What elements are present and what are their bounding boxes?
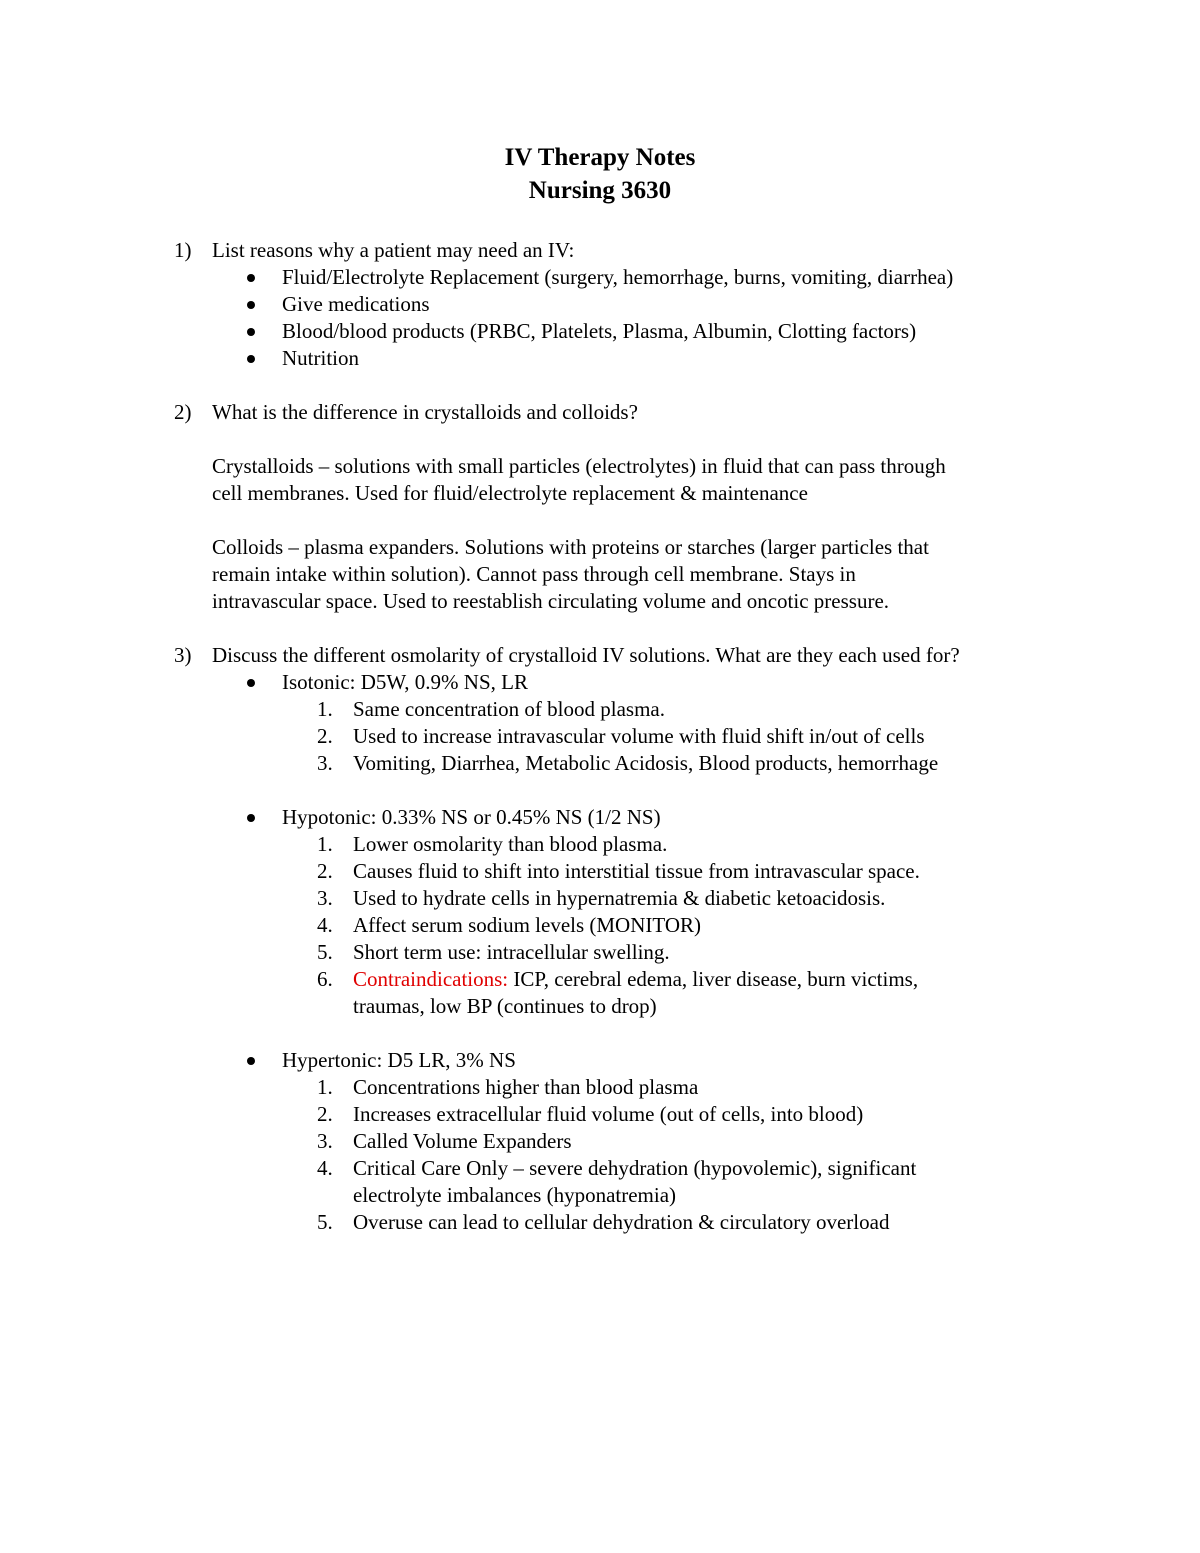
contraindications-label: Contraindications: — [353, 967, 509, 991]
item-number: 2. — [317, 1102, 333, 1126]
list-item: Critical Care Only – severe dehydration (hypovolemic), significant — [353, 1156, 917, 1180]
colloids-paragraph-line: intravascular space. Used to reestablish circulating volume and oncotic pressure. — [212, 589, 890, 613]
item-number: 1. — [317, 832, 333, 856]
colloids-paragraph-line: remain intake within solution). Cannot pass through cell membrane. Stays in — [212, 562, 856, 586]
question-text: What is the difference in crystalloids and colloids? — [212, 400, 638, 424]
list-item: Causes fluid to shift into interstitial tissue from intravascular space. — [353, 859, 920, 883]
list-item: Blood/blood products (PRBC, Platelets, Plasma, Albumin, Clotting factors) — [282, 319, 917, 343]
item-number: 4. — [317, 1156, 333, 1180]
item-number: 4. — [317, 913, 333, 937]
document-title: IV Therapy Notes — [504, 144, 696, 171]
contraindications-item — [353, 966, 918, 993]
list-item: Vomiting, Diarrhea, Metabolic Acidosis, Blood products, hemorrhage — [353, 751, 939, 775]
list-item: Used to hydrate cells in hypernatremia & diabetic ketoacidosis. — [353, 886, 886, 910]
bullet-icon — [247, 355, 255, 363]
hypertonic-heading: Hypertonic: D5 LR, 3% NS — [282, 1048, 516, 1072]
isotonic-heading: Isotonic: D5W, 0.9% NS, LR — [282, 670, 528, 694]
item-number: 6. — [317, 967, 333, 991]
list-item: Overuse can lead to cellular dehydration & circulatory overload — [353, 1210, 890, 1234]
question-text: List reasons why a patient may need an IV: — [212, 238, 575, 262]
bullet-icon — [247, 679, 255, 687]
contraindications-text: ICP, cerebral edema, liver disease, burn victims, — [508, 967, 919, 991]
colloids-paragraph-line: Colloids – plasma expanders. Solutions with proteins or starches (larger particles that — [212, 535, 929, 559]
item-number: 5. — [317, 940, 333, 964]
list-item-continued: electrolyte imbalances (hyponatremia) — [353, 1183, 677, 1207]
list-item: Fluid/Electrolyte Replacement (surgery, hemorrhage, burns, vomiting, diarrhea) — [282, 265, 954, 289]
question-number: 2) — [174, 400, 192, 424]
list-item: Called Volume Expanders — [353, 1129, 572, 1153]
list-item: Same concentration of blood plasma. — [353, 697, 665, 721]
list-item: Lower osmolarity than blood plasma. — [353, 832, 668, 856]
item-number: 1. — [317, 1075, 333, 1099]
list-item: Used to increase intravascular volume with fluid shift in/out of cells — [353, 724, 925, 748]
item-number: 3. — [317, 751, 333, 775]
hypotonic-heading: Hypotonic: 0.33% NS or 0.45% NS (1/2 NS) — [282, 805, 661, 829]
document-subtitle: Nursing 3630 — [528, 177, 672, 204]
item-number: 2. — [317, 724, 333, 748]
item-number: 2. — [317, 859, 333, 883]
list-item: Short term use: intracellular swelling. — [353, 940, 670, 964]
contraindications-text-continued: traumas, low BP (continues to drop) — [353, 994, 657, 1018]
bullet-icon — [247, 1057, 255, 1065]
question-number: 3) — [174, 643, 192, 667]
crystalloids-paragraph-line: cell membranes. Used for fluid/electrolyte replacement & maintenance — [212, 481, 808, 505]
crystalloids-paragraph-line: Crystalloids – solutions with small particles (electrolytes) in fluid that can pass through — [212, 454, 946, 478]
item-number: 3. — [317, 1129, 333, 1153]
question-text: Discuss the different osmolarity of crystalloid IV solutions. What are they each used for? — [212, 643, 960, 667]
item-number: 5. — [317, 1210, 333, 1234]
list-item: Give medications — [282, 292, 430, 316]
list-item: Increases extracellular fluid volume (out of cells, into blood) — [353, 1102, 864, 1126]
list-item: Concentrations higher than blood plasma — [353, 1075, 699, 1099]
bullet-icon — [247, 328, 255, 336]
bullet-icon — [247, 814, 255, 822]
list-item: Nutrition — [282, 346, 359, 370]
question-number: 1) — [174, 238, 192, 262]
bullet-icon — [247, 301, 255, 309]
list-item: Affect serum sodium levels (MONITOR) — [353, 913, 701, 937]
item-number: 1. — [317, 697, 333, 721]
bullet-icon — [247, 274, 255, 282]
item-number: 3. — [317, 886, 333, 910]
